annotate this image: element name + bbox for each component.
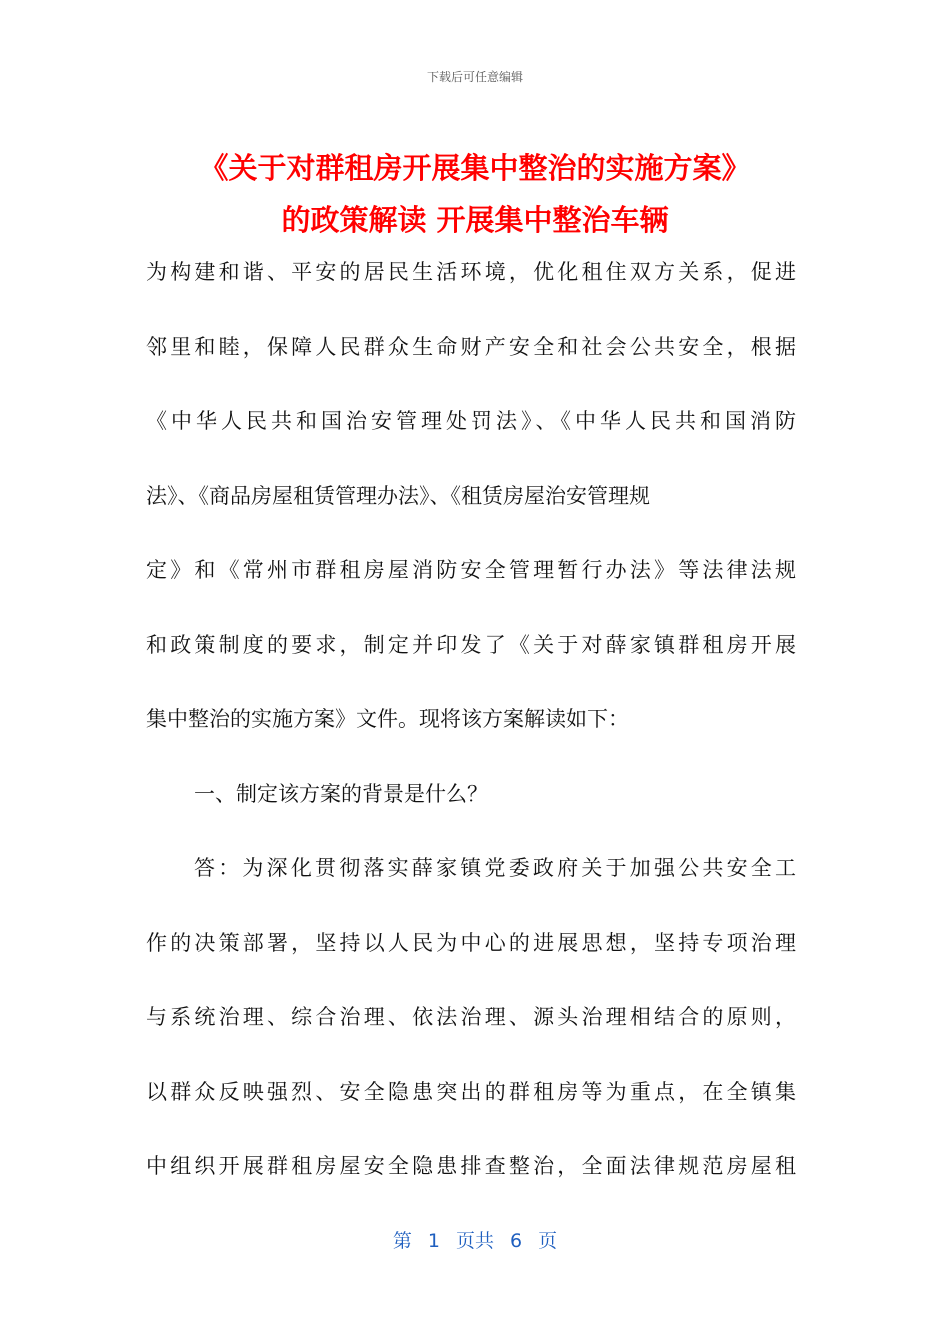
paragraph-line: 和政策制度的要求，制定并印发了《关于对薛家镇群租房开展 [146,632,796,657]
document-title [90,142,860,246]
paragraph-line: 《中华人民共和国治安管理处罚法》、《中华人民共和国消防 [146,409,796,433]
paragraph-line: 定》和《常州市群租房屋消防安全管理暂行办法》等法律法规 [146,558,796,582]
section-heading: 一、制定该方案的背景是什么？ [194,781,488,806]
body-text [146,245,796,1214]
paragraph-line: 法》、《商品房屋租赁管理办法》、《租赁房屋治安管理规 [146,483,650,508]
page-footer: 第 1 页共 6 页 [392,1230,558,1252]
paragraph-line: 邻里和睦，保障人民群众生命财产安全和社会公共安全，根据 [146,334,796,359]
title-line-2: 的政策解读 开展集中整治车辆 [281,203,669,237]
header-note: 下载后可任意编辑 [426,70,523,84]
paragraph-line: 集中整治的实施方案》文件。现将该方案解读如下： [146,707,629,731]
paragraph-line: 以群众反映强烈、安全隐患突出的群租房等为重点，在全镇集 [146,1079,796,1104]
paragraph-line: 作的决策部署，坚持以人民为中心的进展思想，坚持专项治理 [146,930,796,955]
paragraph-line: 答：为深化贯彻落实薛家镇党委政府关于加强公共安全工 [194,856,796,880]
paragraph-line: 为构建和谐、平安的居民生活环境，优化租住双方关系，促进 [146,260,796,284]
paragraph-line: 与系统治理、综合治理、依法治理、源头治理相结合的原则， [146,1005,796,1029]
title-line-1: 《关于对群租房开展集中整治的实施方案》 [199,151,751,185]
paragraph-line: 中组织开展群租房屋安全隐患排查整治，全面法律规范房屋租 [146,1154,796,1178]
